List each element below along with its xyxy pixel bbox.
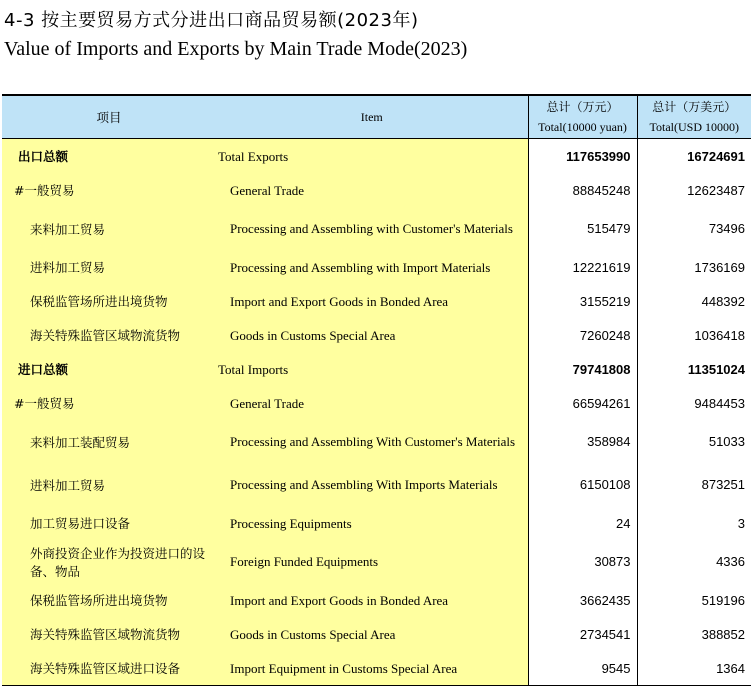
row-label-cn: 海关特殊监管区域物流货物 <box>2 617 216 651</box>
table-row <box>2 651 751 686</box>
header-total-usd <box>637 95 751 139</box>
table-row <box>2 284 751 318</box>
row-value-usd: 12623487 <box>687 182 745 198</box>
row-value-yuan: 6150108 <box>528 463 637 506</box>
row-value-usd: 1036418 <box>694 327 745 343</box>
row-label-en: Processing and Assembling With Imports Materials <box>216 463 528 506</box>
row-value-yuan: 24 <box>528 506 637 540</box>
header-item-en: Item <box>216 95 528 139</box>
row-label-en: Processing and Assembling With Customer's Materials <box>216 420 528 463</box>
row-label-en: Import Equipment in Customs Special Area <box>216 651 528 686</box>
row-value-yuan: 3662435 <box>528 583 637 617</box>
row-value-usd: 1364 <box>637 651 751 686</box>
table-row <box>2 173 751 207</box>
row-label-en: General Trade <box>216 173 528 207</box>
table-row <box>2 318 751 352</box>
row-label-en: Goods in Customs Special Area <box>216 318 528 352</box>
row-label-en: Total Exports <box>216 139 528 174</box>
header-total-yuan <box>528 95 637 139</box>
row-value-yuan: 2734541 <box>528 617 637 651</box>
row-label-cn: #一般贸易 <box>2 173 216 207</box>
row-label-en: Processing Equipments <box>216 506 528 540</box>
row-value-usd: 51033 <box>708 434 745 449</box>
table-header-row <box>2 95 751 139</box>
table-row <box>2 420 751 463</box>
table-row <box>2 583 751 617</box>
table-row <box>2 540 751 583</box>
table-row <box>2 207 751 250</box>
row-label-en: Goods in Customs Special Area <box>216 617 528 651</box>
row-value-usd: 3 <box>737 515 745 531</box>
row-label-cn: 保税监管场所进出境货物 <box>2 583 216 617</box>
row-value-yuan: 30873 <box>528 540 637 583</box>
header-item-cn: 项目 <box>2 95 216 139</box>
row-value-yuan: 7260248 <box>528 318 637 352</box>
table-row <box>2 617 751 651</box>
row-label-en: Processing and Assembling with Import Materials <box>216 250 528 284</box>
table-row <box>2 250 751 284</box>
table-row <box>2 139 751 174</box>
row-value-usd: 11351024 <box>687 361 745 377</box>
header-total-yuan-cn: 总计（万元） <box>546 100 619 114</box>
row-label-cn: 加工贸易进口设备 <box>2 506 216 540</box>
row-value-usd: 73496 <box>708 221 745 236</box>
page-title-chinese: 4-3 按主要贸易方式分进出口商品贸易额(2023年) <box>4 10 419 31</box>
row-value-yuan: 66594261 <box>528 386 637 420</box>
table-row <box>2 386 751 420</box>
row-value-yuan: 358984 <box>528 420 637 463</box>
header-total-yuan-en: Total(10000 yuan) <box>538 120 627 134</box>
table-row <box>2 463 751 506</box>
row-value-yuan: 3155219 <box>528 284 637 318</box>
row-label-cn: 来料加工贸易 <box>2 207 216 250</box>
row-label-cn: 进口总额 <box>2 352 216 386</box>
row-label-cn: 出口总额 <box>2 139 216 174</box>
row-label-cn: #一般贸易 <box>2 386 216 420</box>
row-value-usd: 9484453 <box>694 395 745 411</box>
row-label-cn: 进料加工贸易 <box>2 463 216 506</box>
row-label-cn: 海关特殊监管区域进口设备 <box>2 651 216 686</box>
row-label-cn: 外商投资企业作为投资进口的设备、物品 <box>2 540 216 583</box>
row-value-yuan: 117653990 <box>528 139 637 174</box>
row-label-en: Foreign Funded Equipments <box>216 540 528 583</box>
row-value-yuan: 515479 <box>528 207 637 250</box>
row-value-usd: 1736169 <box>694 259 745 275</box>
row-value-usd: 388852 <box>701 626 745 642</box>
table-row <box>2 352 751 386</box>
row-label-cn: 来料加工装配贸易 <box>2 420 216 463</box>
trade-table <box>2 94 751 686</box>
row-value-usd: 873251 <box>701 477 745 492</box>
row-value-usd: 519196 <box>701 592 745 608</box>
row-label-en: Import and Export Goods in Bonded Area <box>216 284 528 318</box>
row-label-cn: 海关特殊监管区域物流货物 <box>2 318 216 352</box>
table-row <box>2 506 751 540</box>
row-label-cn: 进料加工贸易 <box>2 250 216 284</box>
row-value-yuan: 88845248 <box>528 173 637 207</box>
row-value-yuan: 12221619 <box>528 250 637 284</box>
header-total-usd-en: Total(USD 10000) <box>649 120 739 134</box>
row-value-yuan: 79741808 <box>528 352 637 386</box>
row-value-usd: 4336 <box>716 554 745 569</box>
page-title-english: Value of Imports and Exports by Main Trade Mode(2023) <box>4 38 468 60</box>
row-label-en: General Trade <box>216 386 528 420</box>
row-value-yuan: 9545 <box>528 651 637 686</box>
row-label-cn: 保税监管场所进出境货物 <box>2 284 216 318</box>
row-label-en: Processing and Assembling with Customer's Materials <box>216 207 528 250</box>
row-value-usd: 448392 <box>701 293 745 309</box>
row-label-en: Import and Export Goods in Bonded Area <box>216 583 528 617</box>
row-label-en: Total Imports <box>216 352 528 386</box>
header-total-usd-cn: 总计（万美元） <box>652 100 737 114</box>
row-value-usd: 16724691 <box>687 148 745 164</box>
